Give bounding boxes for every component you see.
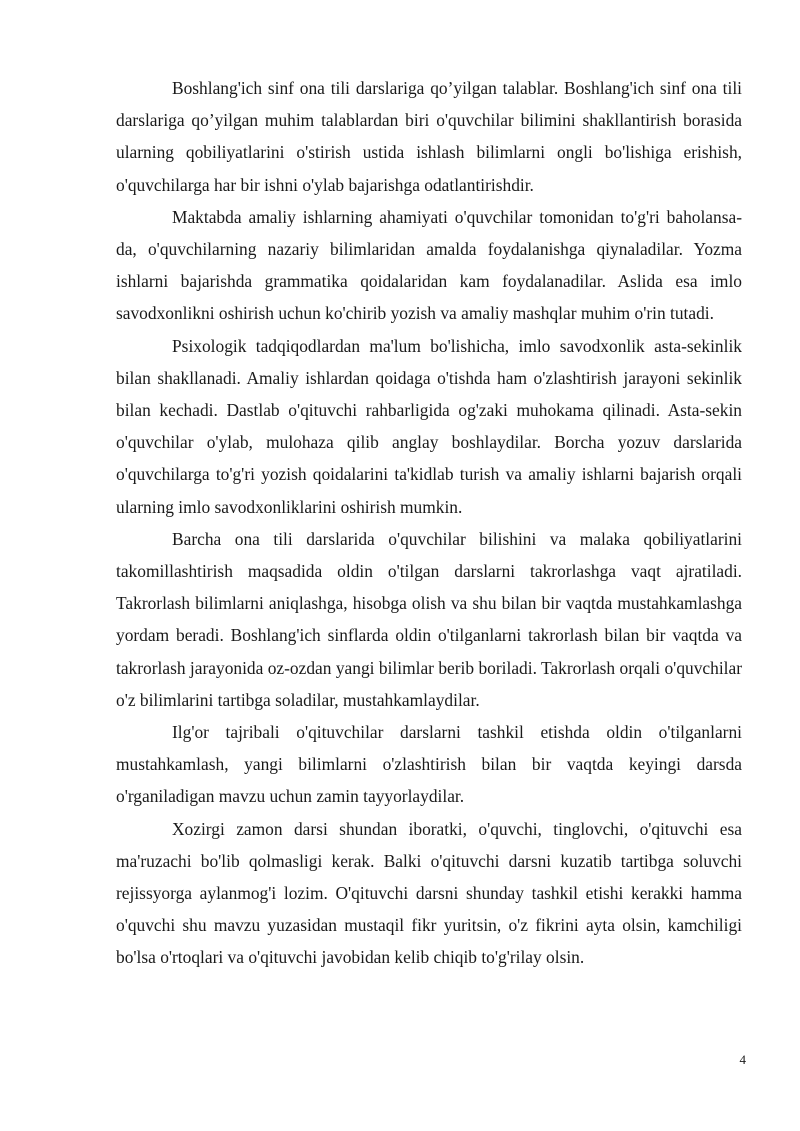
paragraph-6: Xozirgi zamon darsi shundan iboratki, o'quvchi, tinglovchi, o'qituvchi esa ma'ruzachi bo'lib qolmasligi kerak. Balki o'qituvchi darsni kuzatib tartibga soluvchi rejissyorga aylanmog'i lozim. O'qituvchi darsni shunday tashkil etishi kerakki hamma o'quvchi shu mavzu yuzasidan mustaqil fikr yuritsin, o'z fikrini ayta olsin, kamchiligi bo'lsa o'rtoqlari va o'qituvchi javobidan kelib chiqib to'g'rilay olsin. (116, 818, 742, 968)
paragraph-5: Ilg'or tajribali o'qituvchilar darslarni tashkil etishda oldin o'tilganlarni mustahkamlash, yangi bilimlarni o'zlashtirish bilan bir vaqtda keyingi darsda o'rganiladigan mavzu uchun zamin tayyorlaydilar. (116, 722, 742, 807)
page-number: 4 (739, 1052, 746, 1067)
paragraph-3: Psixologik tadqiqodlardan ma'lum bo'lishicha, imlo savodxonlik asta-sekinlik bilan shakllanadi. Amaliy ishlardan qoidaga o'tishda ham o'zlashtirish jarayoni sekinlik bilan kechadi. Dastlab o'qituvchi rahbarligida og'zaki muhokama qilinadi. Asta-sekin o'quvchilar o'ylab, mulohaza qilib anglay boshlaydilar. Borcha yozuv darslarida o'quvchilarga to'g'ri yozish qoidalarini ta'kidlab turish va amaliy ishlarni bajarish orqali ularning imlo savodxonliklarini oshirish mumkin. (116, 335, 742, 517)
document-body (116, 72, 742, 974)
paragraph-4: Barcha ona tili darslarida o'quvchilar bilishini va malaka qobiliyatlarini takomillashtirish maqsadida oldin o'tilgan darslarni takrorlashga vaqt ajratiladi. Takrorlash bilimlarni aniqlashga, hisobga olish va shu bilan bir vaqtda mustahkamlashga yordam beradi. Boshlang'ich sinflarda oldin o'tilganlarni takrorlash bilan bir vaqtda va takrorlash jarayonida oz-ozdan yangi bilimlar berib boriladi. Takrorlash orqali o'quvchilar o'z bilimlarini tartibga soladilar, mustahkamlaydilar. (116, 528, 742, 710)
paragraph-2: Maktabda amaliy ishlarning ahamiyati o'quvchilar tomonidan to'g'ri baholansa-da, o'quvchilarning nazariy bilimlaridan amalda foydalanishga qiynaladilar. Yozma ishlarni bajarishda grammatika qoidalaridan kam foydalanadilar. Aslida esa imlo savodxonlikni oshirish uchun ko'chirib yozish va amaliy mashqlar muhim o'rin tutadi. (116, 206, 742, 324)
paragraph-1: Boshlang'ich sinf ona tili darslariga qo’yilgan talablar. Boshlang'ich sinf ona tili darslariga qo’yilgan muhim talablardan biri o'quvchilar bilimini shakllantirish borasida ularning qobiliyatlarini o'stirish ustida ishlash bilimlarni ongli bo'lishiga erishish, o'quvchilarga har bir ishni o'ylab bajarishga odatlantirishdir. (116, 78, 742, 195)
